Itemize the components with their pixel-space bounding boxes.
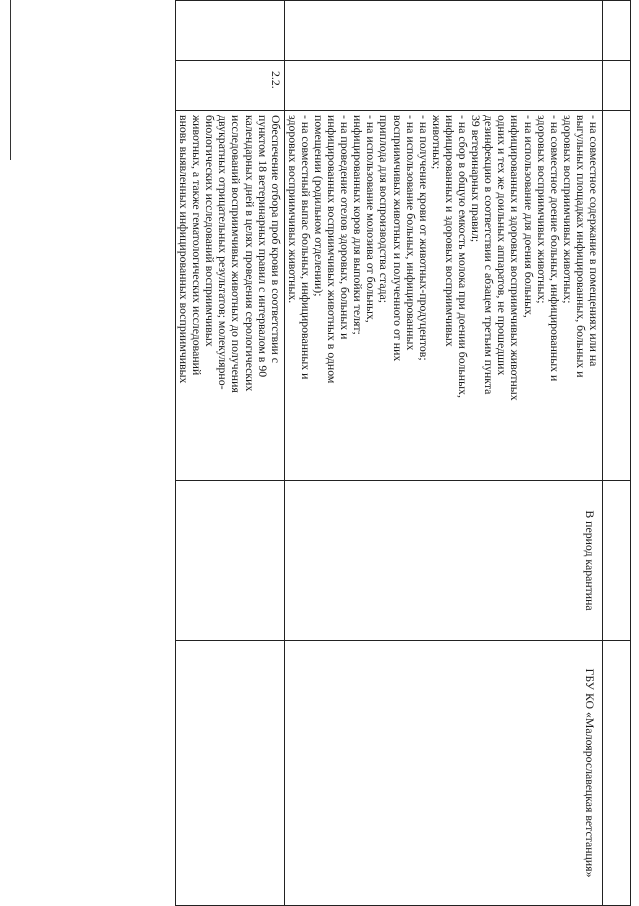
text-line: инфицированных восприимчивых животных в одном — [325, 115, 340, 384]
page-divider-line — [10, 0, 11, 160]
blank-cell — [603, 641, 631, 906]
responsible-organization: ГБУ КО «Малоярославецкая ветстанция» — [284, 641, 602, 906]
measures-table — [175, 0, 631, 906]
blank-cell — [284, 1, 602, 61]
text-line: животных, а также гематологических исследований — [190, 115, 205, 376]
responsible-organization — [176, 641, 285, 906]
text-line: пунктом 18 ветеринарных правил с интервалом в 90 — [255, 115, 270, 378]
item-number — [284, 61, 602, 111]
text-line: - на совместное доение больных, инфицированных и — [547, 115, 562, 382]
period-cell — [176, 481, 285, 641]
table-row — [284, 1, 602, 906]
text-line: инфицированных и здоровых восприимчивых — [442, 115, 457, 347]
text-line: - на использование больных, инфицированных — [403, 115, 418, 351]
text-line: восприимчивых животных и полученного от них — [390, 115, 405, 362]
text-line: - на сбор в общую емкость молока при доении больных, — [456, 115, 471, 398]
text-line: инфицированных и здоровых восприимчивых животных — [508, 115, 523, 401]
text-line: - на совместное содержание в помещениях или на — [587, 115, 601, 367]
text-line: двукратных отрицательных результатов; молекулярно- — [216, 115, 231, 390]
measure-text — [284, 111, 602, 481]
table-row — [176, 1, 285, 906]
item-number: 2.2. — [176, 61, 285, 111]
blank-cell — [603, 1, 631, 61]
text-line: выгульных площадках инфицированных, больных и — [573, 115, 588, 378]
text-line: инфицированных коров для выпойки телят; — [351, 115, 366, 335]
period-cell: В период карантина — [284, 481, 602, 641]
text-line: здоровых восприимчивых животных; — [534, 115, 549, 304]
text-line: - на получение крови от животных-продуцентов; — [416, 115, 431, 361]
blank-cell — [176, 1, 285, 61]
text-line: календарных дней в целях проведения серологических — [242, 115, 257, 392]
text-line: биологических исследований восприимчивых — [203, 115, 218, 347]
table-row-top-cut — [603, 1, 631, 906]
text-line: - на использование для доения больных, — [521, 115, 536, 318]
text-line: дезинфекцию в соответствии с абзацем третьим пункта — [482, 115, 497, 395]
text-line: одних и тех же доильных аппаратов, не прошедших — [495, 115, 510, 376]
text-line: приплода для воспроизводства стада; — [377, 115, 392, 304]
text-line: Обеспечение отбора проб крови в соответствии с — [268, 115, 283, 364]
text-line: здоровых восприимчивых животных; — [560, 115, 575, 304]
blank-cell — [603, 61, 631, 111]
text-line: здоровых восприимчивых животных. — [285, 115, 300, 304]
blank-cell — [603, 481, 631, 641]
text-line: 39 ветеринарных правил; — [469, 115, 484, 243]
text-line: - на использование молозива от больных, — [364, 115, 379, 323]
text-line: - на проведение отелов здоровых, больных и — [338, 115, 353, 340]
blank-cell — [603, 111, 631, 481]
text-line: исследований восприимчивых животных до получения — [229, 115, 244, 393]
text-line: - на совместный выпас больных, инфицированных и — [298, 115, 313, 380]
text-line: животных; — [429, 115, 444, 170]
text-line: вновь выявленных инфицированных восприимчивых — [177, 115, 192, 384]
measure-text — [176, 111, 285, 481]
text-line: помещении (родильном отделении); — [312, 115, 327, 297]
